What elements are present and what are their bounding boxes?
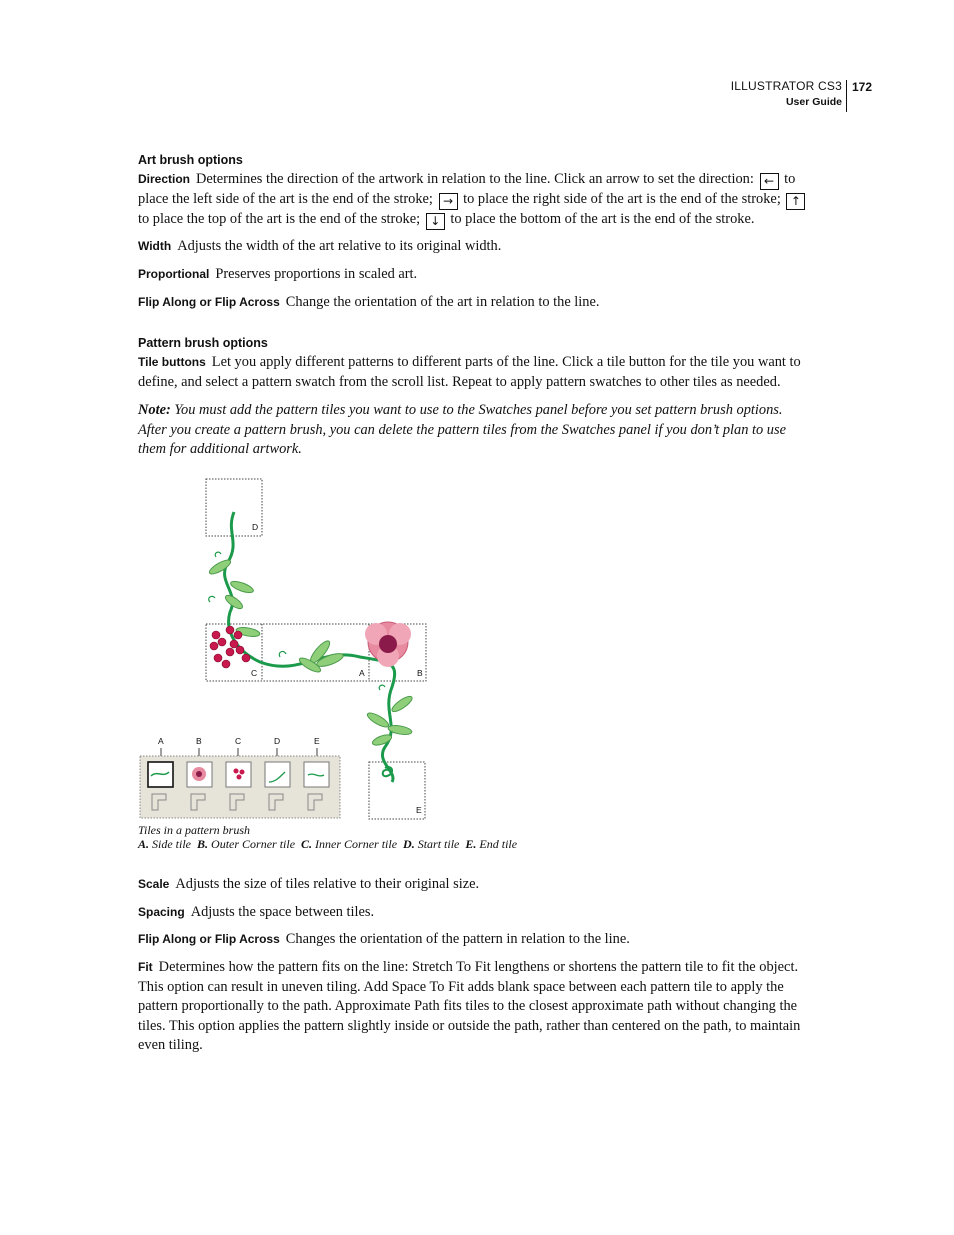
proportional-paragraph: [138, 265, 814, 285]
arrow-down-icon[interactable]: ↓: [426, 213, 445, 230]
pattern-brush-heading: Pattern brush options: [138, 336, 268, 350]
flip-pattern-text: Changes the orientation of the pattern in relation to the line.: [285, 931, 630, 947]
spacing-paragraph: [138, 903, 814, 923]
flip-paragraph: [138, 293, 814, 313]
legend-key-a: A.: [138, 837, 150, 851]
tile-label-a: A: [359, 668, 365, 678]
legend-text-d: Start tile: [417, 837, 460, 851]
flip-term: Flip Along or Flip Across: [138, 295, 280, 309]
scale-term: Scale: [138, 877, 170, 891]
header-divider: [846, 80, 847, 112]
flip-pattern-term: Flip Along or Flip Across: [138, 932, 280, 946]
direction-text-2: to place the left side of the art is the end of the stroke;: [138, 171, 796, 207]
caption-legend: [138, 837, 517, 851]
legend-key-d: D.: [403, 837, 415, 851]
tile-label-c: C: [251, 668, 258, 678]
width-term: Width: [138, 239, 172, 253]
button-label-b: B: [196, 736, 202, 746]
pattern-brush-figure: [130, 472, 440, 824]
legend-text-e: End tile: [479, 837, 518, 851]
direction-text-3: to place the right side of the art is the end of the stroke;: [463, 191, 781, 207]
arrow-right-icon[interactable]: →: [439, 193, 458, 210]
tile-label-d: D: [252, 522, 259, 532]
header-title: ILLUSTRATOR CS3: [730, 79, 842, 93]
legend-key-e: E.: [465, 837, 477, 851]
tile-label-b: B: [417, 668, 423, 678]
direction-text-4: to place the top of the art is the end of the stroke;: [138, 211, 421, 227]
button-label-a: A: [158, 736, 164, 746]
note-paragraph: [138, 401, 814, 460]
tile-buttons-term: Tile buttons: [138, 355, 206, 369]
tile-buttons-text: Let you apply different patterns to different parts of the line. Click a tile button for the tile you want to define, and select a pattern swatch from the scroll list. Repeat to apply pattern swatches to other tiles as needed.: [138, 354, 801, 390]
width-paragraph: [138, 237, 814, 257]
legend-key-b: B.: [197, 837, 209, 851]
direction-paragraph: [138, 170, 814, 230]
button-label-c: C: [235, 736, 242, 746]
fit-text: Determines how the pattern fits on the line: Stretch To Fit lengthens or shortens the pattern tile to fit the object. This option can result in uneven tiling. Add Space To Fit adds blank space between each pattern tile to apply the pattern proportionally to the path. Approximate Path fits tiles to the closest approximate path without changing the tiles. This option applies the pattern slightly inside or outside the path, rather than centered on the path, to maintain even tiling.: [138, 959, 801, 1054]
flip-pattern-paragraph: [138, 930, 814, 950]
page-number: 172: [852, 80, 873, 94]
header-subtitle: User Guide: [785, 96, 842, 108]
flip-text: Change the orientation of the art in relation to the line.: [285, 294, 600, 310]
fit-term: Fit: [138, 960, 153, 974]
scale-text: Adjusts the size of tiles relative to their original size.: [175, 876, 480, 892]
proportional-term: Proportional: [138, 267, 210, 281]
width-text: Adjusts the width of the art relative to its original width.: [177, 238, 502, 254]
arrow-up-icon[interactable]: ↑: [786, 193, 805, 210]
caption-title: Tiles in a pattern brush: [138, 823, 251, 837]
direction-text-5: to place the bottom of the art is the end of the stroke.: [450, 211, 755, 227]
running-header: [731, 79, 842, 108]
direction-text-1: Determines the direction of the artwork in relation to the line. Click an arrow to set the direction:: [196, 171, 754, 187]
tile-buttons-paragraph: [138, 353, 814, 392]
inner-corner-tile-button[interactable]: [226, 762, 251, 787]
button-label-e: E: [314, 736, 320, 746]
spacing-text: Adjusts the space between tiles.: [190, 904, 375, 920]
button-label-d: D: [274, 736, 281, 746]
direction-term: Direction: [138, 172, 191, 186]
legend-text-c: Inner Corner tile: [315, 837, 398, 851]
legend-key-c: C.: [301, 837, 313, 851]
start-tile-button[interactable]: [265, 762, 290, 787]
proportional-text: Preserves proportions in scaled art.: [215, 266, 418, 282]
legend-text-b: Outer Corner tile: [211, 837, 296, 851]
art-brush-heading: Art brush options: [138, 153, 243, 167]
legend-text-a: Side tile: [152, 837, 192, 851]
note-text: You must add the pattern tiles you want to use to the Swatches panel before you set pattern brush options. After you create a pattern brush, you can delete the pattern tiles from the Swatches panel if you don’t plan to use them for additional artwork.: [138, 402, 786, 458]
arrow-left-icon[interactable]: ←: [760, 173, 779, 190]
note-label: Note:: [138, 402, 171, 418]
spacing-term: Spacing: [138, 905, 185, 919]
tile-label-e: E: [416, 805, 422, 815]
fit-paragraph: [138, 958, 814, 1056]
figure-caption: [138, 823, 517, 851]
scale-paragraph: [138, 875, 814, 895]
